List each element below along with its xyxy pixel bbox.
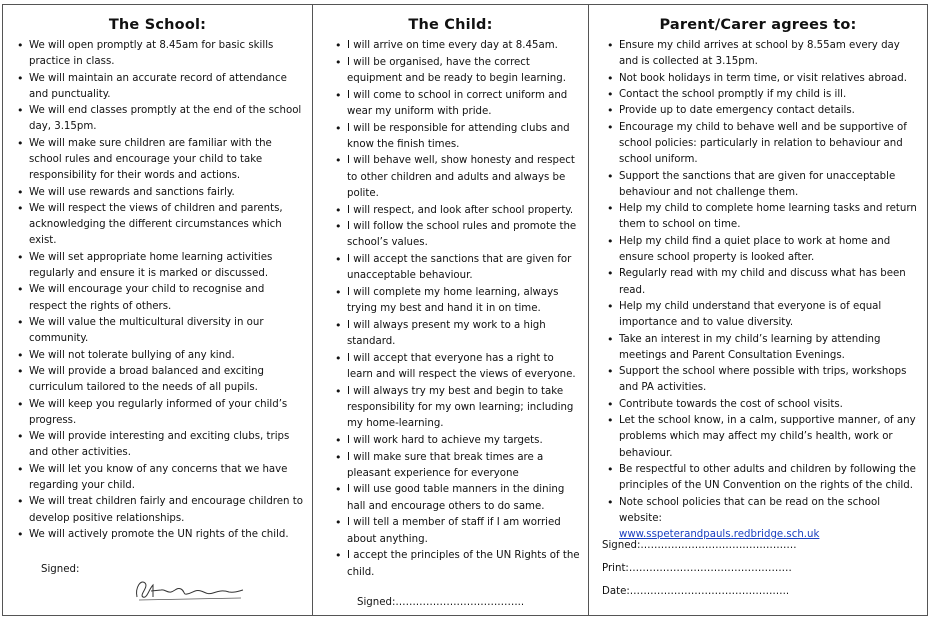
school-list: [3, 38, 312, 543]
parent-commitment-item: • Not book holidays in term time, or visit relatives abroad.: [605, 71, 921, 87]
parent-date-line: Date:………………………………………..: [602, 586, 790, 597]
school-commitment-item: • We will actively promote the UN rights of the child.: [15, 527, 304, 543]
child-commitment-item: • I will accept that everyone has a right to learn and will respect the views of everyone.: [333, 351, 582, 383]
policy-note-text: Note school policies that can be read on the school website:: [619, 496, 881, 524]
parent-commitment-item: • Help my child understand that everyone is of equal importance and to value diversity.: [605, 299, 921, 331]
parent-commitment-item: • Support the sanctions that are given for unacceptable behaviour and not challenge them.: [605, 169, 921, 201]
child-commitment-item: • I accept the principles of the UN Rights of the child.: [333, 548, 582, 580]
parent-commitment-item: • Support the school where possible with trips, workshops and PA activities.: [605, 364, 921, 396]
child-commitment-item: • I will always try my best and begin to take responsibility for my own learning; including my home-learning.: [333, 384, 582, 433]
child-commitment-item: • I will respect, and look after school property.: [333, 203, 582, 219]
child-commitment-item: • I will follow the school rules and promote the school’s values.: [333, 219, 582, 251]
parent-signed-line: Signed:……………………………………….: [602, 540, 797, 551]
home-school-agreement: [2, 4, 928, 616]
school-commitment-item: • We will treat children fairly and encourage children to develop positive relationships.: [15, 494, 304, 526]
child-commitment-item: • I will be organised, have the correct equipment and be ready to begin learning.: [333, 55, 582, 87]
school-commitment-item: • We will keep you regularly informed of your child’s progress.: [15, 397, 304, 429]
school-commitment-item: • We will respect the views of children and parents, acknowledging the different circumstances which exist.: [15, 201, 304, 250]
parent-commitment-item: • Be respectful to other adults and children by following the principles of the UN Convention on the rights of the child.: [605, 462, 921, 494]
school-commitment-item: • We will make sure children are familiar with the school rules and encourage your child to take responsibility for their words and actions.: [15, 136, 304, 185]
child-column: [312, 5, 588, 615]
school-commitment-item: • We will provide a broad balanced and exciting curriculum tailored to the needs of all pupils.: [15, 364, 304, 396]
child-commitment-item: • I will be responsible for attending clubs and know the finish times.: [333, 121, 582, 153]
school-commitment-item: • We will use rewards and sanctions fairly.: [15, 185, 304, 201]
school-commitment-item: • We will provide interesting and exciting clubs, trips and other activities.: [15, 429, 304, 461]
parent-commitment-item: • Encourage my child to behave well and be supportive of school policies: particularly in relation to behaviour and school uniform.: [605, 120, 921, 169]
parent-commitment-item: • Contribute towards the cost of school visits.: [605, 397, 921, 413]
child-commitment-item: • I will complete my home learning, always trying my best and hand it in on time.: [333, 285, 582, 317]
child-commitment-item: • I will work hard to achieve my targets.: [333, 433, 582, 449]
school-column: [3, 5, 312, 615]
school-website-link[interactable]: www.sspeterandpauls.redbridge.sch.uk: [619, 528, 820, 540]
child-heading: The Child:: [408, 17, 493, 33]
school-commitment-item: • We will encourage your child to recognise and respect the rights of others.: [15, 282, 304, 314]
school-commitment-item: • We will set appropriate home learning activities regularly and ensure it is marked or discussed.: [15, 250, 304, 282]
parent-commitment-item: • Contact the school promptly if my child is ill.: [605, 87, 921, 103]
parent-commitment-item: • Help my child find a quiet place to work at home and ensure school property is looked after.: [605, 234, 921, 266]
child-commitment-item: • I will accept the sanctions that are given for unacceptable behaviour.: [333, 252, 582, 284]
parent-heading: Parent/Carer agrees to:: [659, 17, 857, 33]
child-commitment-item: • I will use good table manners in the dining hall and encourage others to do same.: [333, 482, 582, 514]
parent-commitment-item: • Provide up to date emergency contact details.: [605, 103, 921, 119]
child-list: [313, 38, 588, 581]
school-heading: The School:: [108, 17, 207, 33]
school-commitment-item: • We will let you know of any concerns that we have regarding your child.: [15, 462, 304, 494]
school-commitment-item: • We will end classes promptly at the end of the school day, 3.15pm.: [15, 103, 304, 135]
parent-commitment-item: • Regularly read with my child and discuss what has been read.: [605, 266, 921, 298]
parent-column: [588, 5, 927, 615]
school-commitment-item: • We will maintain an accurate record of attendance and punctuality.: [15, 71, 304, 103]
parent-print-line: Print:…………………………………………: [602, 563, 792, 574]
headteacher-signature-icon: [131, 575, 251, 603]
parent-commitment-item: • Help my child to complete home learning tasks and return them to school on time.: [605, 201, 921, 233]
child-commitment-item: • I will come to school in correct uniform and wear my uniform with pride.: [333, 88, 582, 120]
school-commitment-item: • We will value the multicultural diversity in our community.: [15, 315, 304, 347]
child-commitment-item: • I will make sure that break times are a pleasant experience for everyone: [333, 450, 582, 482]
child-commitment-item: • I will always present my work to a high standard.: [333, 318, 582, 350]
parent-commitment-item: • Take an interest in my child’s learning by attending meetings and Parent Consultation Evenings.: [605, 332, 921, 364]
parent-commitment-item: • Ensure my child arrives at school by 8.55am every day and is collected at 3.15pm.: [605, 38, 921, 70]
child-commitment-item: • I will behave well, show honesty and respect to other children and adults and always be polite.: [333, 153, 582, 202]
school-commitment-item: • We will not tolerate bullying of any kind.: [15, 348, 304, 364]
parent-commitment-item: • Let the school know, in a calm, supportive manner, of any problems which may affect my child’s health, work or behaviour.: [605, 413, 921, 462]
child-commitment-item: • I will arrive on time every day at 8.45am.: [333, 38, 582, 54]
school-commitment-item: • We will open promptly at 8.45am for basic skills practice in class.: [15, 38, 304, 70]
child-commitment-item: • I will tell a member of staff if I am worried about anything.: [333, 515, 582, 547]
child-signed-line: Signed:………………………………..: [357, 597, 525, 608]
parent-policy-note-item: [605, 495, 921, 544]
school-signed-label: Signed:: [41, 564, 80, 575]
parent-list: [589, 38, 927, 543]
